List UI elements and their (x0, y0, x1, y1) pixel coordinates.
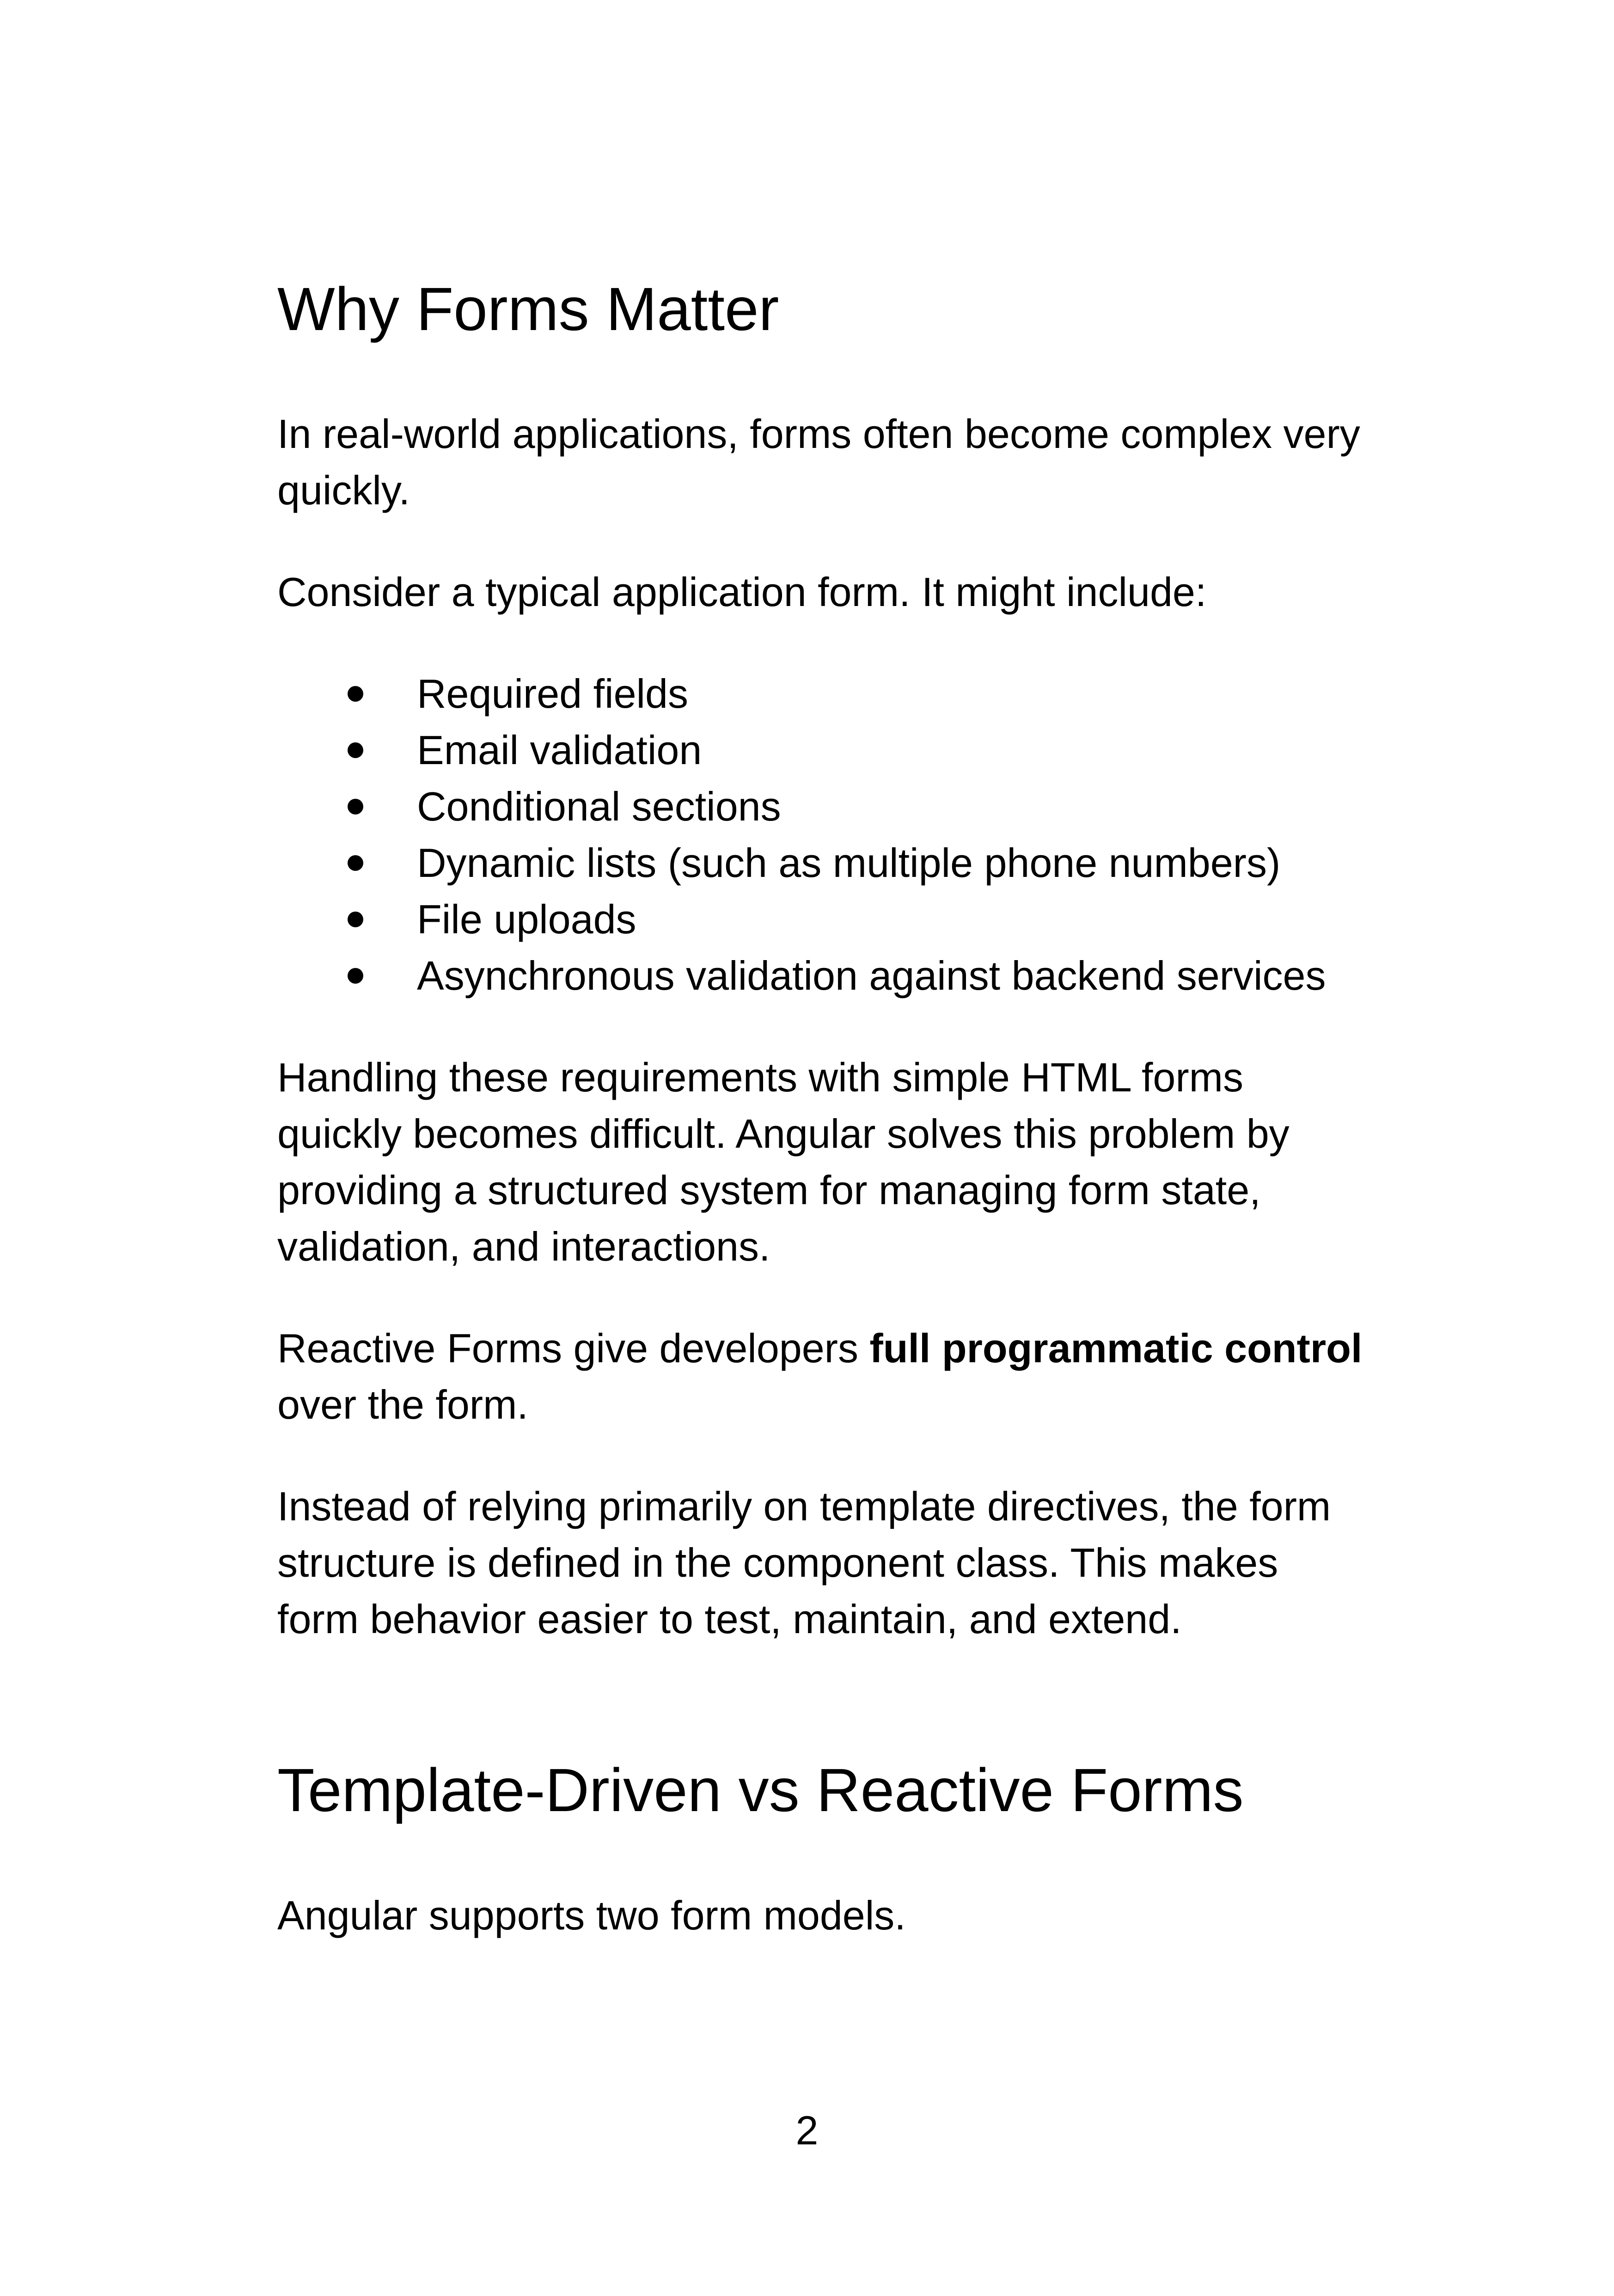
heading-template-vs-reactive: Template-Driven vs Reactive Forms (277, 1756, 1244, 1825)
bullet-icon (348, 742, 363, 758)
text-run: over the form. (277, 1382, 528, 1428)
paragraph-two-models: Angular supports two form models. (277, 1892, 906, 1938)
list-item (277, 891, 1363, 948)
paragraph-handling: Handling these requirements with simple HTML forms quickly becomes difficult. Angular solves this problem by providing a structured system for managing form state, validation, and interactions. (277, 1054, 1290, 1270)
list-item-text: Email validation (417, 727, 702, 773)
paragraph-intro: In real-world applications, forms often become complex very quickly. (277, 411, 1360, 514)
list-item (277, 948, 1363, 1004)
bullet-icon (348, 799, 363, 814)
bullet-icon (348, 686, 363, 702)
paragraph-reactive-forms (277, 1320, 1363, 1433)
bullet-icon (348, 912, 363, 927)
text-run: Reactive Forms give developers (277, 1325, 870, 1371)
list-item (277, 666, 1363, 722)
bold-text: full programmatic control (869, 1325, 1363, 1371)
list-item-text: Asynchronous validation against backend services (417, 953, 1326, 999)
list-item-text: File uploads (417, 896, 636, 943)
list-item-text: Dynamic lists (such as multiple phone numbers) (417, 840, 1281, 886)
paragraph-consider: Consider a typical application form. It might include: (277, 569, 1207, 615)
heading-why-forms-matter: Why Forms Matter (277, 275, 779, 343)
list-item (277, 835, 1363, 891)
list-item-text: Conditional sections (417, 784, 781, 830)
list-item (277, 778, 1363, 835)
bullet-icon (348, 855, 363, 871)
list-item (277, 722, 1363, 778)
bullet-icon (348, 968, 363, 984)
list-item-text: Required fields (417, 671, 688, 717)
page-number: 2 (795, 2107, 819, 2153)
page-content (277, 273, 1363, 1944)
paragraph-instead: Instead of relying primarily on template directives, the form structure is defined in the component class. This makes form behavior easier to test, maintain, and extend. (277, 1483, 1331, 1642)
feature-bullet-list (277, 666, 1363, 1004)
